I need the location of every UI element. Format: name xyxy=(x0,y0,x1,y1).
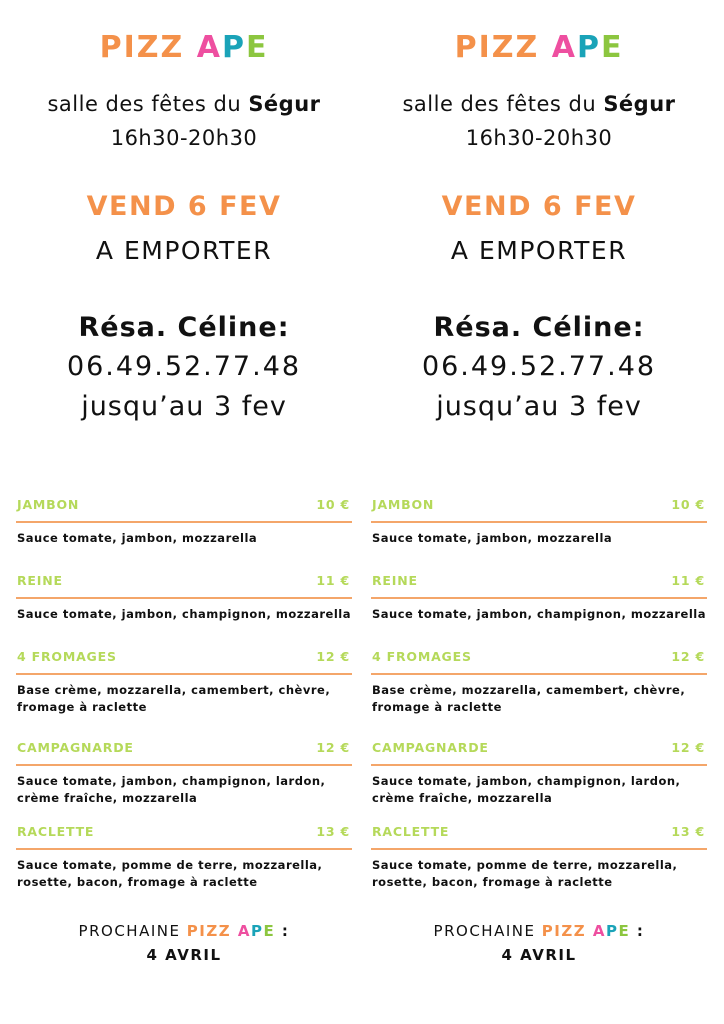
pizza-description xyxy=(17,530,353,547)
pizza-name: CAMPAGNARDE xyxy=(17,740,134,755)
pizza-name: 4 FROMAGES xyxy=(17,649,117,664)
reservation-deadline: jusqu’au 3 fev xyxy=(81,391,287,422)
pizza-description-line: rosette, bacon, fromage à raclette xyxy=(372,875,613,889)
brand-letter: I xyxy=(199,922,207,940)
pizza-name: 4 FROMAGES xyxy=(372,649,472,664)
pizza-description xyxy=(17,857,353,891)
next-event xyxy=(371,922,707,940)
brand-letter: Z xyxy=(561,922,574,940)
phone-number: 06.49.52.77.48 xyxy=(421,351,657,382)
pizza-name: REINE xyxy=(372,573,418,588)
pizza-description-line: Sauce tomate, jambon, champignon, mozzarella xyxy=(372,607,706,621)
pizza-description xyxy=(372,530,708,547)
pizza-description-line: fromage à raclette xyxy=(17,700,147,714)
pizza-name: REINE xyxy=(17,573,63,588)
pizza-header xyxy=(371,649,707,669)
brand-letter xyxy=(184,30,196,65)
event-date: VEND 6 FEV xyxy=(86,191,282,222)
reservation-deadline: jusqu’au 3 fev xyxy=(436,391,642,422)
brand-letter: Z xyxy=(206,922,219,940)
pizza-divider xyxy=(16,848,352,850)
brand-letter: A xyxy=(592,922,606,940)
event-hours: 16h30-20h30 xyxy=(465,126,613,150)
pizza-description-line: rosette, bacon, fromage à raclette xyxy=(17,875,258,889)
brand-letter: E xyxy=(618,922,631,940)
pizza-divider xyxy=(371,673,707,675)
brand-letter: Z xyxy=(491,30,516,65)
venue-name: Ségur xyxy=(248,92,321,116)
pizza-header xyxy=(371,497,707,517)
flyer-right xyxy=(371,0,707,1024)
brand-letter xyxy=(231,922,238,940)
brand-letter: I xyxy=(554,922,562,940)
brand-letter: P xyxy=(541,922,555,940)
pizza-description xyxy=(372,682,708,716)
venue-line xyxy=(371,92,707,116)
venue-name: Ségur xyxy=(603,92,676,116)
brand-letter: E xyxy=(245,30,269,65)
brand-logo xyxy=(371,30,707,65)
brand-letter: E xyxy=(263,922,276,940)
brand-letter: Z xyxy=(160,30,185,65)
next-event-date: 4 AVRIL xyxy=(146,946,222,964)
brand-letter: A xyxy=(196,30,222,65)
pizza-name: RACLETTE xyxy=(372,824,450,839)
pizza-description-line: Sauce tomate, jambon, champignon, mozzarella xyxy=(17,607,351,621)
pizza-header xyxy=(371,740,707,760)
brand-letter: P xyxy=(99,30,124,65)
brand-letter: P xyxy=(576,30,601,65)
pizza-description-line: Sauce tomate, jambon, mozzarella xyxy=(17,531,258,545)
pizza-header xyxy=(371,573,707,593)
pizza-divider xyxy=(16,673,352,675)
pizza-price: 12 € xyxy=(671,740,705,755)
brand-letter: A xyxy=(551,30,577,65)
pizza-price: 10 € xyxy=(671,497,705,512)
brand-letter: P xyxy=(250,922,264,940)
pizza-price: 12 € xyxy=(316,740,350,755)
pizza-divider xyxy=(371,521,707,523)
pizza-price: 11 € xyxy=(671,573,705,588)
pizza-divider xyxy=(371,597,707,599)
next-prefix: PROCHAINE xyxy=(78,922,187,940)
pizza-description-line: Sauce tomate, pomme de terre, mozzarella, xyxy=(372,858,678,872)
pizza-description-line: crème fraîche, mozzarella xyxy=(372,791,553,805)
reservation-contact: Résa. Céline: xyxy=(78,312,290,343)
pizza-divider xyxy=(16,597,352,599)
brand-letter: I xyxy=(123,30,137,65)
pizza-header xyxy=(16,497,352,517)
pizza-description-line: Sauce tomate, pomme de terre, mozzarella, xyxy=(17,858,323,872)
brand-letter xyxy=(539,30,551,65)
pizza-divider xyxy=(371,764,707,766)
next-event-date: 4 AVRIL xyxy=(501,946,577,964)
brand-letter: P xyxy=(221,30,246,65)
pizza-price: 12 € xyxy=(316,649,350,664)
pizza-header xyxy=(371,824,707,844)
brand-letter: P xyxy=(605,922,619,940)
pizza-description xyxy=(17,606,353,623)
phone-number: 06.49.52.77.48 xyxy=(66,351,302,382)
pizza-price: 10 € xyxy=(316,497,350,512)
pizza-description-line: Sauce tomate, jambon, mozzarella xyxy=(372,531,613,545)
event-hours: 16h30-20h30 xyxy=(110,126,258,150)
next-suffix: : xyxy=(275,922,290,940)
pizza-price: 11 € xyxy=(316,573,350,588)
pizza-description-line: fromage à raclette xyxy=(372,700,502,714)
next-brand xyxy=(542,922,630,940)
venue-prefix: salle des fêtes du xyxy=(402,92,604,116)
flyer-left xyxy=(16,0,352,1024)
pizza-price: 12 € xyxy=(671,649,705,664)
pizza-price: 13 € xyxy=(671,824,705,839)
pizza-description xyxy=(372,773,708,807)
brand-letter xyxy=(586,922,593,940)
pizza-divider xyxy=(16,521,352,523)
pizza-header xyxy=(16,824,352,844)
pizza-header xyxy=(16,649,352,669)
pizza-divider xyxy=(371,848,707,850)
pizza-name: RACLETTE xyxy=(17,824,95,839)
pizza-description xyxy=(17,773,353,807)
pizza-description-line: Base crème, mozzarella, camembert, chèvre, xyxy=(372,683,686,697)
brand-letter: Z xyxy=(218,922,232,940)
brand-letter: Z xyxy=(573,922,587,940)
reservation-contact: Résa. Céline: xyxy=(433,312,645,343)
next-prefix: PROCHAINE xyxy=(433,922,542,940)
brand-letter: Z xyxy=(136,30,161,65)
brand-letter: Z xyxy=(515,30,540,65)
pizza-header xyxy=(16,573,352,593)
brand-logo xyxy=(16,30,352,65)
brand-letter: E xyxy=(600,30,624,65)
brand-letter: A xyxy=(237,922,251,940)
pizza-description-line: crème fraîche, mozzarella xyxy=(17,791,198,805)
pizza-description xyxy=(17,682,353,716)
brand-letter: I xyxy=(478,30,492,65)
next-suffix: : xyxy=(630,922,645,940)
pizza-header xyxy=(16,740,352,760)
pizza-divider xyxy=(16,764,352,766)
pizza-price: 13 € xyxy=(316,824,350,839)
next-event xyxy=(16,922,352,940)
pizza-name: CAMPAGNARDE xyxy=(372,740,489,755)
order-mode: A EMPORTER xyxy=(95,236,273,265)
pizza-description-line: Base crème, mozzarella, camembert, chèvre, xyxy=(17,683,331,697)
pizza-description-line: Sauce tomate, jambon, champignon, lardon, xyxy=(17,774,326,788)
pizza-description xyxy=(372,857,708,891)
brand-letter: P xyxy=(186,922,200,940)
pizza-name: JAMBON xyxy=(17,497,80,512)
event-date: VEND 6 FEV xyxy=(441,191,637,222)
venue-line xyxy=(16,92,352,116)
brand-letter: P xyxy=(454,30,479,65)
pizza-name: JAMBON xyxy=(372,497,435,512)
pizza-description-line: Sauce tomate, jambon, champignon, lardon, xyxy=(372,774,681,788)
next-brand xyxy=(187,922,275,940)
order-mode: A EMPORTER xyxy=(450,236,628,265)
pizza-description xyxy=(372,606,708,623)
venue-prefix: salle des fêtes du xyxy=(47,92,249,116)
